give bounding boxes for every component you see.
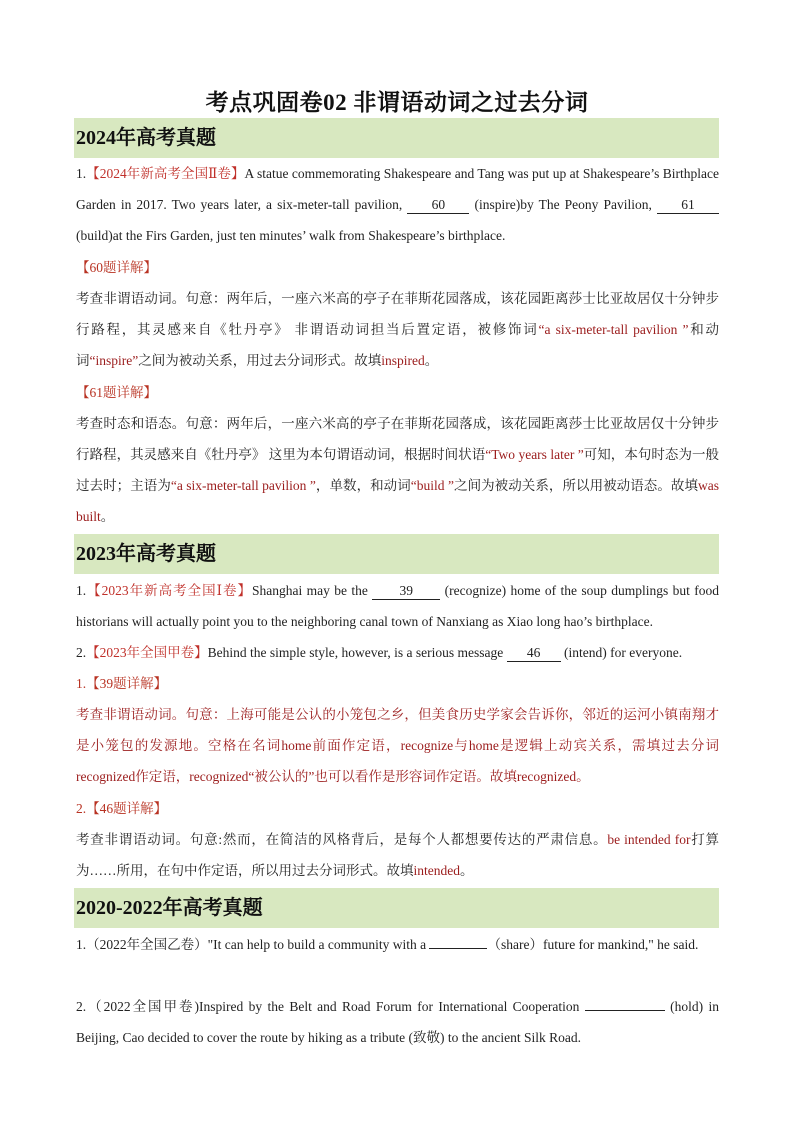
- explanation-text: 。: [100, 509, 115, 524]
- question-number: 2.: [76, 645, 87, 660]
- explanation-46: [76, 824, 719, 886]
- question-source: 【2023年全国甲卷】: [86, 645, 208, 660]
- question-source: 【2023年新高考全国Ⅰ卷】: [86, 583, 253, 598]
- explanation-text: 之间为被动关系，用过去分词形式。故填: [138, 353, 382, 368]
- section-heading-2023: 2023年高考真题: [74, 534, 719, 574]
- question-text: (build)at the Firs Garden, just ten minutes’ walk from Shakespeare’s birthplace.: [76, 228, 506, 243]
- explanation-text: ，单数，和动词: [315, 478, 411, 493]
- answer-blank-share[interactable]: [429, 948, 487, 949]
- explanation-text: 考查非谓语动词。句意：两年后，一座六米高的亭子在菲斯花园落成，该花园距离莎士比亚故居仅十分钟步行路程，其灵感来自《牡丹亭》 非谓语动词担当后置定语，被修饰词: [76, 291, 719, 337]
- explanation-label-60: 【60题详解】: [76, 260, 157, 275]
- explanation-60: [76, 283, 719, 376]
- question-source: 【2024年新高考全国Ⅱ卷】: [86, 166, 245, 181]
- explanation-label-61: 【61题详解】: [76, 385, 157, 400]
- answer-blank-61[interactable]: 61: [657, 197, 719, 214]
- answer-blank-39[interactable]: 39: [372, 583, 440, 600]
- section-heading-2020-2022: 2020-2022年高考真题: [74, 888, 719, 928]
- explanation-text: 之间为被动关系，所以用被动语态。故填: [453, 478, 699, 493]
- question-text: Inspired by the Belt and Road Forum for International Cooperation: [199, 999, 585, 1014]
- question-source: （2022全国甲卷): [86, 999, 200, 1014]
- question-2022-1: [76, 929, 719, 960]
- question-text: (intend) for everyone.: [560, 645, 683, 660]
- explanation-text: “a six-meter-tall pavilion ”: [170, 478, 316, 493]
- explanation-text: 考查时态和语态。句意：两年后，一座六米高的亭子在菲斯花园落成，该花园距离莎士比亚故居仅十分钟步行路程，其灵感来自《牡丹亭》 这里为本句谓语动词，根据时间状语: [76, 416, 719, 462]
- answer-blank-hold[interactable]: [585, 1010, 665, 1011]
- question-text: (hold) in Beijing, Cao decided to cover the route by hiking as a tribute (致敬) to the ancient Silk Road.: [76, 999, 719, 1045]
- question-number: 1.: [76, 583, 87, 598]
- explanation-text: “Two years later ”: [485, 447, 584, 462]
- question-text: Shanghai may be the: [252, 583, 373, 598]
- question-text: (recognize) home of the soup dumplings but food historians will actually point you to the neighboring canal town of Nanxiang as Xiao long hao’s birthplace.: [76, 583, 719, 629]
- question-text: （share）future for mankind," he said.: [487, 937, 699, 952]
- question-source: （2022年全国乙卷）: [86, 937, 208, 952]
- question-text: Behind the simple style, however, is a serious message: [207, 645, 507, 660]
- explanation-text: 和动词: [76, 322, 720, 368]
- question-text: (inspire)by The Peony Pavilion,: [469, 197, 657, 212]
- explanation-label-39: 1.【39题详解】: [76, 676, 168, 691]
- question-2023-1: [76, 575, 719, 637]
- explanation-text: 。: [460, 863, 474, 878]
- question-2022-2: [76, 991, 719, 1053]
- page-title: 考点巩固卷02 非谓语动词之过去分词: [205, 90, 589, 115]
- explanation-39: 考查非谓语动词。句意：上海可能是公认的小笼包之乡，但美食历史学家会告诉你，邻近的运河小镇南翔才是小笼包的发源地。空格在名词home前面作定语，recognize与home是逻辑上动宾关系，需填过去分词recognized作定语，recognized“被公认的”也可以看作是形容词作定语。故填recognized。: [76, 707, 719, 784]
- explanation-label-46: 2.【46题详解】: [76, 801, 168, 816]
- explanation-text: be intended for: [607, 832, 691, 847]
- explanation-text: 打算为……所用，在句中作定语，所以用过去分词形式。故填: [76, 832, 720, 878]
- explanation-answer: was built: [76, 478, 720, 524]
- explanation-61: [76, 408, 719, 532]
- question-number: 2.: [76, 999, 87, 1014]
- question-text: A statue commemorating Shakespeare and Tang was put up at Shakespeare’s Birthplace Garden in 2017. Two years later, a six-meter-tall pavilion,: [76, 166, 719, 212]
- explanation-answer: inspired: [381, 353, 425, 368]
- question-text: "It can help to build a community with a: [207, 937, 430, 952]
- question-2024-1: [76, 158, 719, 251]
- explanation-text: “inspire”: [89, 353, 139, 368]
- section-heading-2024: 2024年高考真题: [74, 118, 719, 158]
- explanation-text: “build ”: [410, 478, 454, 493]
- explanation-text: 考查非谓语动词。句意:然而，在简洁的风格背后，是每个人都想要传达的严肃信息。: [76, 832, 608, 847]
- explanation-text: 。: [424, 353, 439, 368]
- explanation-text: 可知，本句时态为一般过去时；主语为: [76, 447, 719, 493]
- answer-blank-60[interactable]: 60: [407, 197, 469, 214]
- explanation-answer: intended: [413, 863, 460, 878]
- question-number: 1.: [76, 937, 87, 952]
- explanation-text: “a six-meter-tall pavilion ”: [538, 322, 689, 337]
- answer-blank-46[interactable]: 46: [507, 645, 561, 662]
- question-2023-2: [76, 637, 719, 668]
- question-number: 1.: [76, 166, 87, 181]
